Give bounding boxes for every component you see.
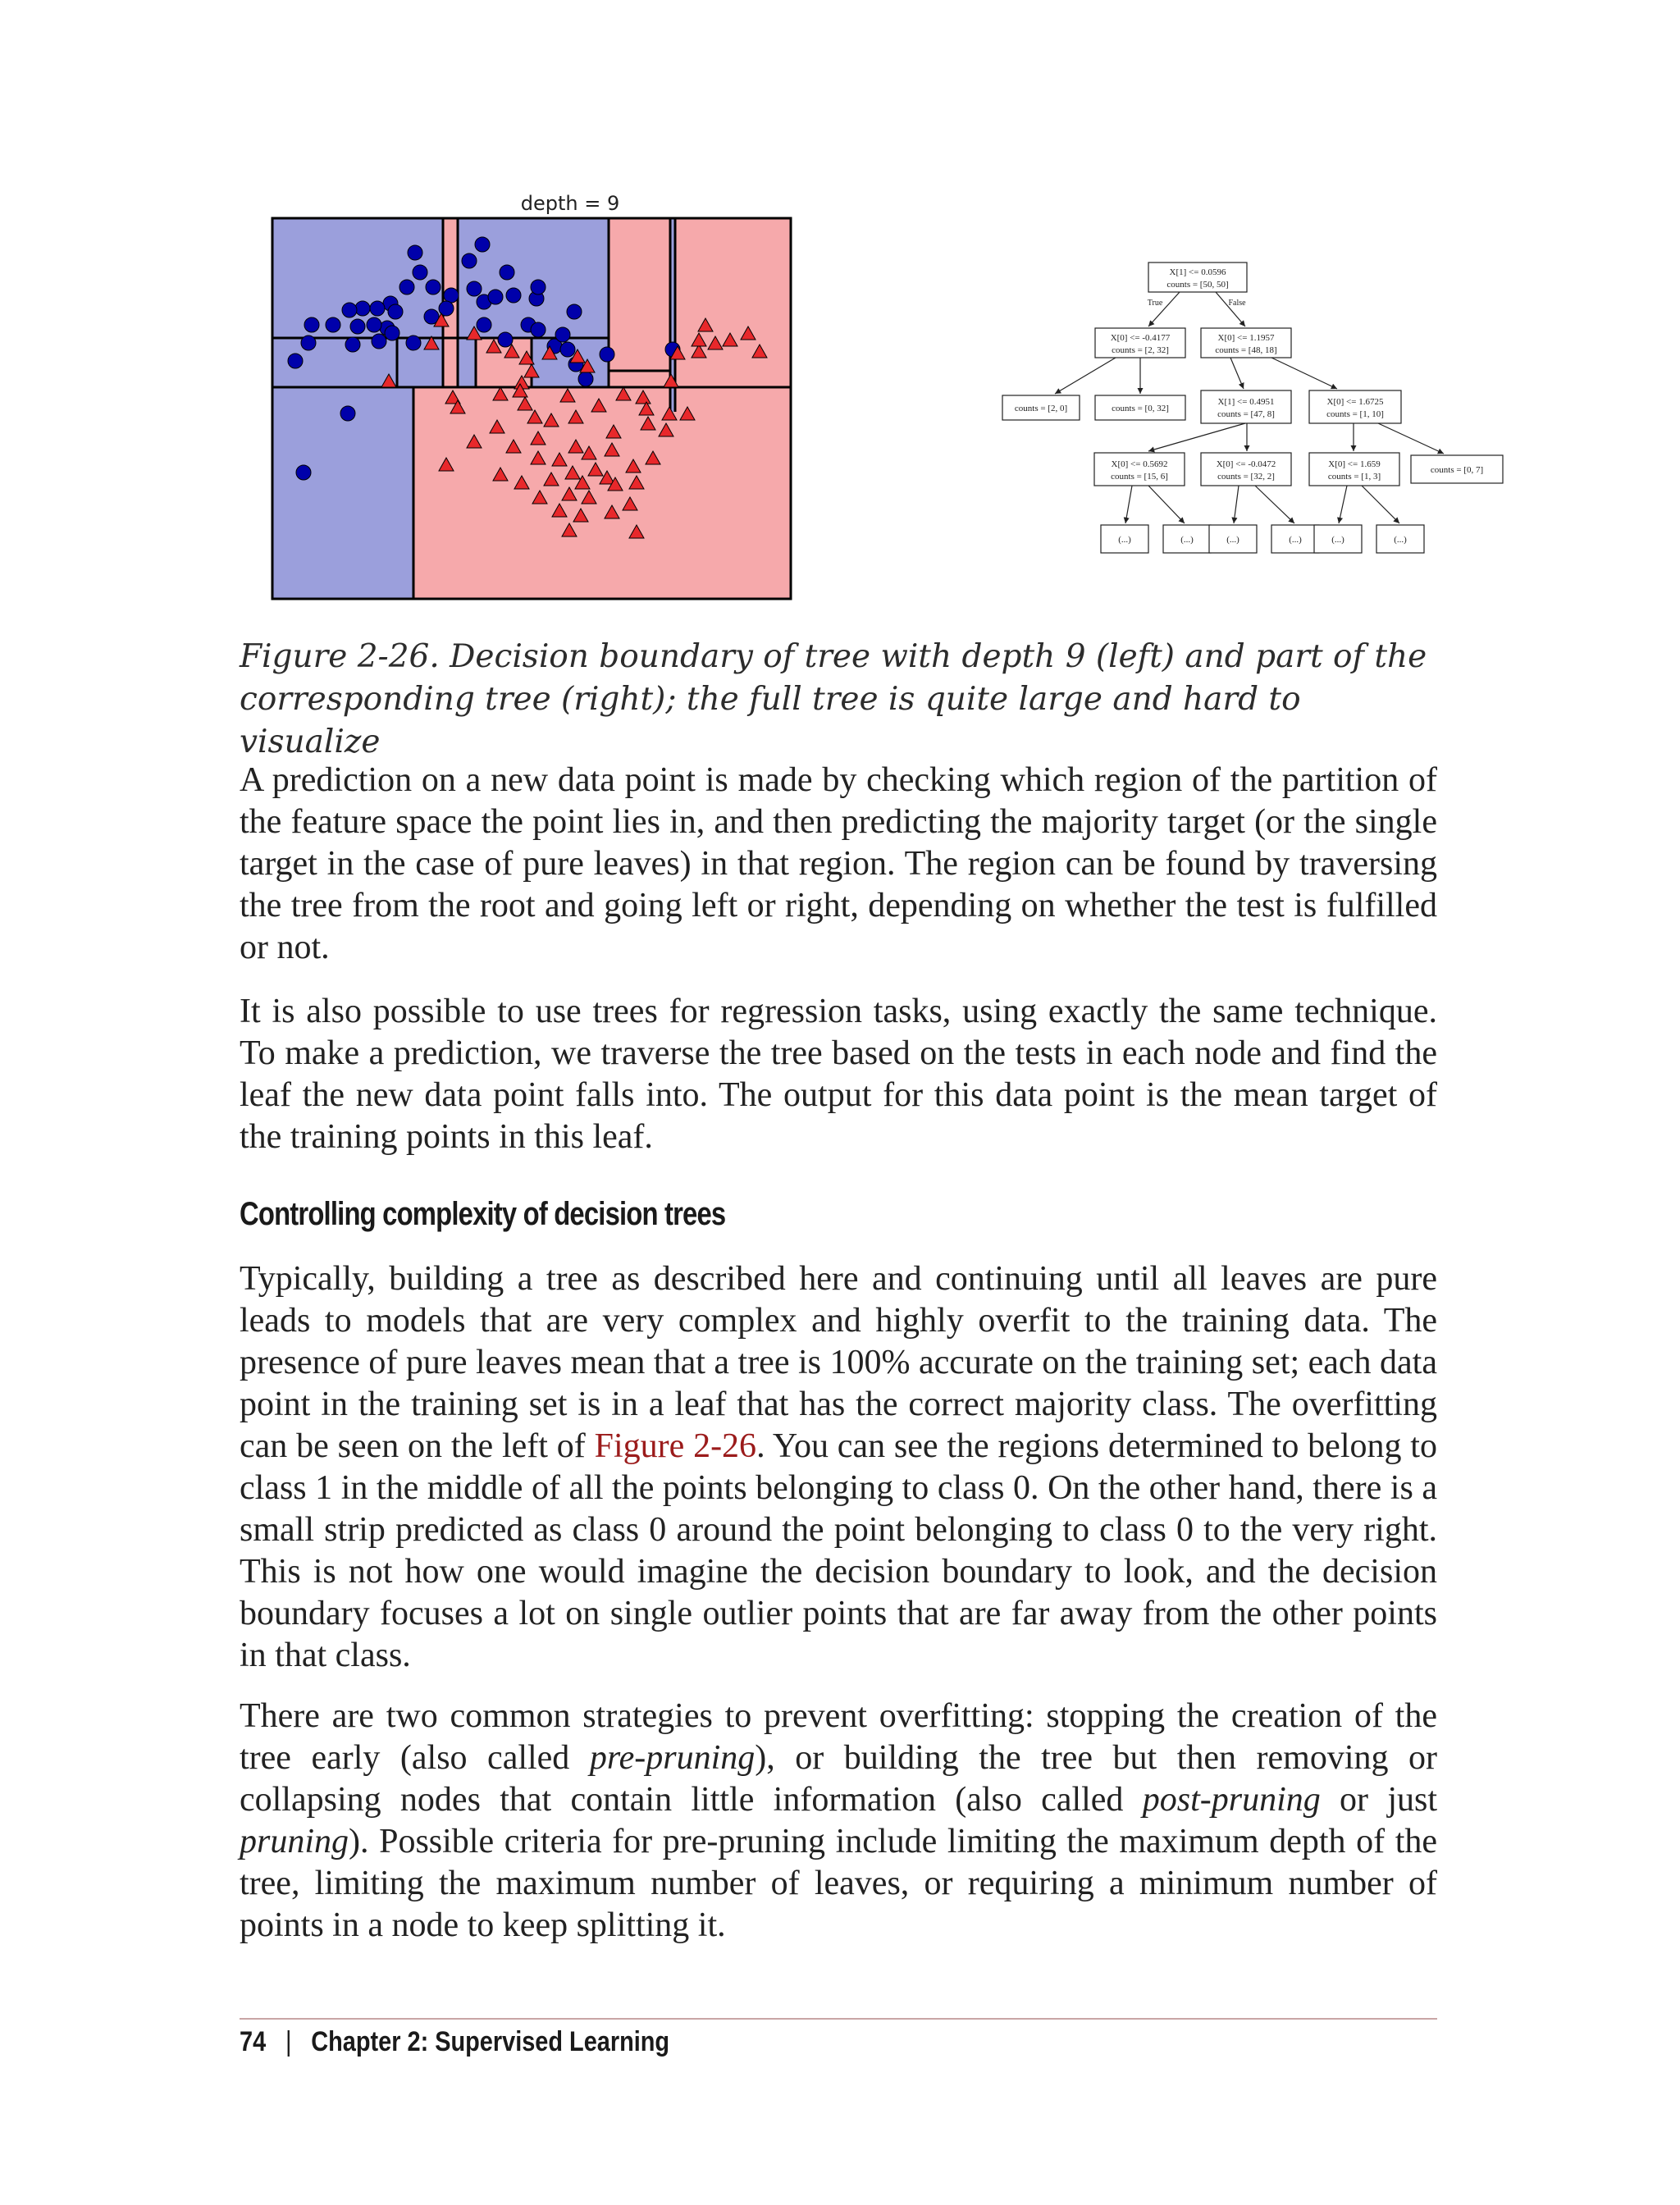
tree-edge-false: False bbox=[1228, 299, 1246, 308]
tree-ellipsis: (...) bbox=[1331, 535, 1344, 545]
tree-node4-counts: counts = [1, 10] bbox=[1326, 409, 1384, 419]
plot-title: depth = 9 bbox=[520, 192, 620, 215]
paragraph-text: . You can see the regions determined to belong to class 1 in the middle of all the points belonging to class 0. On the other hand, there is a small strip predicted as class 0 around the point belonging to class 0 to the very right. This is not how one would imagine the decision boundary to look, and the decision boundary focuses a lot on single outlier points that are far away from the other points in that class. bbox=[240, 1427, 1437, 1674]
paragraph-text: ). Possible criteria for pre-pruning include limiting the maximum depth of the tree, limiting the maximum number of leaves, or requiring a minimum number of points in a node to keep splitting it. bbox=[240, 1823, 1437, 1944]
figure-caption: Figure 2-26. Decision boundary of tree with depth 9 (left) and part of the corresponding tree (right); the full tree is quite large and hard to visualize bbox=[240, 638, 1427, 760]
footer-separator: | bbox=[285, 2026, 292, 2057]
paragraph-overfitting bbox=[240, 1258, 1437, 1677]
paragraph-regression: It is also possible to use trees for regression tasks, using exactly the same technique. To make a prediction, we traverse the tree based on the tests in each node and find the leaf the new data point falls into. The output for this data point is the mean target of the training points in this leaf. bbox=[240, 993, 1437, 1156]
tree-node6-counts: counts = [32, 2] bbox=[1217, 472, 1275, 482]
term-pruning: pruning bbox=[240, 1823, 349, 1860]
tree-node5-counts: counts = [15, 6] bbox=[1111, 472, 1168, 482]
tree-diagram bbox=[1002, 262, 1503, 553]
tree-leaf-b: counts = [0, 32] bbox=[1112, 404, 1169, 413]
chapter-title: Chapter 2: Supervised Learning bbox=[311, 2026, 670, 2057]
paragraph-text: or just bbox=[1320, 1781, 1438, 1819]
tree-leaf-c: counts = [0, 7] bbox=[1430, 465, 1484, 475]
decision-boundary-plot bbox=[272, 192, 791, 599]
page-number: 74 bbox=[240, 2026, 267, 2057]
tree-node7-test: X[0] <= 1.659 bbox=[1328, 459, 1381, 469]
paragraph-prediction: A prediction on a new data point is made by checking which region of the partition of the feature space the point lies in, and then predicting the majority target (or the single target in the case of pure leaves) in that region. The region can be found by traversing the tree from the root and going left or right, depending on whether the test is fulfilled or not. bbox=[240, 761, 1437, 966]
tree-root-test: X[1] <= 0.0596 bbox=[1169, 267, 1226, 277]
footer-divider bbox=[240, 2018, 1437, 2020]
tree-node2-test: X[0] <= 1.1957 bbox=[1217, 333, 1275, 343]
paragraph-text: Typically, building a tree as described here and continuing until all leaves are pure leads to models that are very complex and highly overfit to the training data. The presence of pure leaves mean that a tree is 100% accurate on the training set; each data point in the training set is in a leaf that has the correct majority class. The overfitting can be seen on the left of bbox=[240, 1260, 1437, 1465]
tree-ellipsis: (...) bbox=[1226, 535, 1239, 545]
tree-ellipsis: (...) bbox=[1180, 535, 1194, 545]
term-pre-pruning: pre-pruning bbox=[589, 1739, 756, 1777]
paragraph-pruning bbox=[240, 1696, 1437, 1947]
tree-ellipsis: (...) bbox=[1118, 535, 1131, 545]
tree-leaf-a: counts = [2, 0] bbox=[1014, 404, 1068, 413]
tree-node3-counts: counts = [47, 8] bbox=[1217, 409, 1275, 419]
term-post-pruning: post-pruning bbox=[1142, 1781, 1321, 1819]
section-heading: Controlling complexity of decision trees bbox=[240, 1196, 726, 1232]
tree-edge-true: True bbox=[1147, 299, 1163, 308]
region-class0-strip bbox=[458, 338, 476, 387]
tree-ellipsis: (...) bbox=[1289, 535, 1302, 545]
tree-node6-test: X[0] <= -0.0472 bbox=[1216, 459, 1276, 469]
tree-node5-test: X[0] <= 0.5692 bbox=[1111, 459, 1168, 469]
tree-node1-test: X[0] <= -0.4177 bbox=[1110, 333, 1171, 343]
tree-node3-test: X[1] <= 0.4951 bbox=[1217, 397, 1275, 407]
tree-ellipsis: (...) bbox=[1394, 535, 1407, 545]
paragraph-text: There are two common strategies to prevent overfitting: stopping the creation of the tree early (also called bbox=[240, 1697, 1437, 1777]
figure-reference-link[interactable]: Figure 2-26 bbox=[594, 1427, 757, 1465]
page-footer bbox=[240, 2026, 669, 2058]
tree-node4-test: X[0] <= 1.6725 bbox=[1326, 397, 1384, 407]
figure-2-26 bbox=[246, 164, 1484, 623]
tree-root-counts: counts = [50, 50] bbox=[1166, 280, 1229, 290]
tree-node1-counts: counts = [2, 32] bbox=[1112, 345, 1169, 355]
paragraph-text: ), or building the tree but then removing or collapsing nodes that contain little information (also called bbox=[240, 1739, 1437, 1819]
tree-node2-counts: counts = [48, 18] bbox=[1215, 345, 1277, 355]
tree-node7-counts: counts = [1, 3] bbox=[1327, 472, 1381, 482]
